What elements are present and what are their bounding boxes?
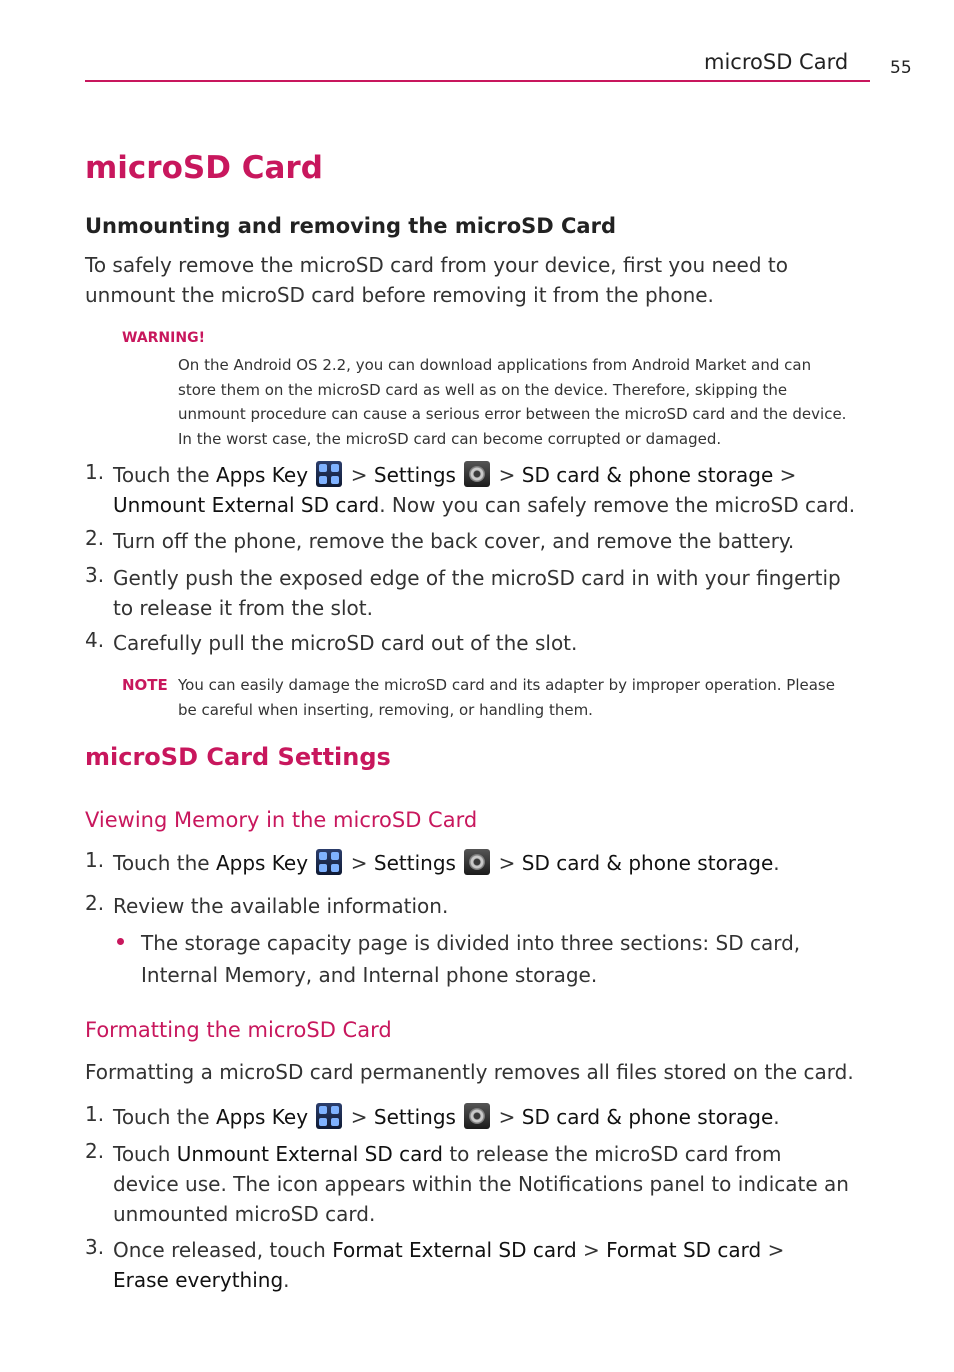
step-number: 2. xyxy=(85,1139,105,1163)
step-number: 1. xyxy=(85,848,105,872)
settings-gear-icon xyxy=(464,461,490,487)
step-number: 1. xyxy=(85,1102,105,1126)
formatting-intro: Formatting a microSD card permanently removes all files stored on the card. xyxy=(85,1060,854,1084)
apps-key-icon xyxy=(316,461,342,487)
step-number: 2. xyxy=(85,891,105,915)
erase-everything-label: Erase everything xyxy=(113,1268,284,1292)
settings-gear-icon xyxy=(464,849,490,875)
apps-key-label: Apps Key xyxy=(215,463,309,487)
formatting-heading: Formatting the microSD Card xyxy=(85,1018,392,1042)
note-text: You can easily damage the microSD card and its adapter by improper operation. Please be careful when inserting, removing, or handling them. xyxy=(178,676,835,719)
sd-storage-label: SD card & phone storage xyxy=(521,851,774,875)
sd-storage-label: SD card & phone storage xyxy=(521,463,774,487)
format-sd-label: Format SD card xyxy=(606,1238,762,1262)
step-number: 4. xyxy=(85,628,105,652)
formatting-step-1: Touch the Apps Key > Settings > SD card & phone storage. xyxy=(113,1105,780,1129)
unmount-external-label: Unmount External SD card xyxy=(176,1142,443,1166)
settings-label: Settings xyxy=(373,463,456,487)
step-number: 2. xyxy=(85,526,105,550)
settings-label: Settings xyxy=(373,1105,456,1129)
header-divider xyxy=(85,80,870,82)
viewing-step-1: Touch the Apps Key > Settings > SD card & phone storage. xyxy=(113,851,780,875)
note-label: NOTE xyxy=(122,676,168,694)
formatting-step-3: Once released, touch Format External SD card > Format SD card > Erase everything. xyxy=(113,1238,785,1292)
bullet-text: The storage capacity page is divided into three sections: SD card, Internal Memory, and Internal phone storage. xyxy=(141,931,801,987)
viewing-memory-heading: Viewing Memory in the microSD Card xyxy=(85,808,478,832)
step-number: 1. xyxy=(85,460,105,484)
apps-key-icon xyxy=(316,1103,342,1129)
warning-label: WARNING! xyxy=(122,330,205,346)
bullet-marker xyxy=(117,938,124,945)
unmount-step-2: Turn off the phone, remove the back cover, and remove the battery. xyxy=(113,529,795,553)
unmount-intro: To safely remove the microSD card from your device, first you need to unmount the microSD card before removing it from the phone. xyxy=(85,253,788,307)
step-number: 3. xyxy=(85,1235,105,1259)
settings-label: Settings xyxy=(373,851,456,875)
apps-key-label: Apps Key xyxy=(215,1105,309,1129)
settings-gear-icon xyxy=(464,1103,490,1129)
unmount-step-1: Touch the Apps Key > Settings > SD card & phone storage > Unmount External SD card. Now you can safely remove the microSD card. xyxy=(113,463,856,517)
running-header-title: microSD Card xyxy=(704,50,849,74)
viewing-step-2: Review the available information. xyxy=(113,894,449,918)
unmount-step-3: Gently push the exposed edge of the microSD card in with your fingertip to release it from the slot. xyxy=(113,566,841,620)
page-title: microSD Card xyxy=(85,150,323,186)
step-number: 3. xyxy=(85,563,105,587)
page-number: 55 xyxy=(890,58,912,78)
settings-section-heading: microSD Card Settings xyxy=(85,743,391,771)
format-external-label: Format External SD card xyxy=(332,1238,577,1262)
apps-key-label: Apps Key xyxy=(215,851,309,875)
warning-text: On the Android OS 2.2, you can download applications from Android Market and can store them on the microSD card as well as on the device. Therefore, skipping the unmount procedure can cause a serious error between the microSD card and the device. In the worst case, the microSD card can become corrupted or damaged. xyxy=(178,356,847,448)
unmount-heading: Unmounting and removing the microSD Card xyxy=(85,214,616,238)
formatting-step-2: Touch Unmount External SD card to release the microSD card from device use. The icon appears within the Notifications panel to indicate an unmounted microSD card. xyxy=(113,1142,849,1226)
apps-key-icon xyxy=(316,849,342,875)
sd-storage-label: SD card & phone storage xyxy=(521,1105,774,1129)
unmount-step-4: Carefully pull the microSD card out of the slot. xyxy=(113,631,578,655)
unmount-external-label: Unmount External SD card xyxy=(113,493,380,517)
